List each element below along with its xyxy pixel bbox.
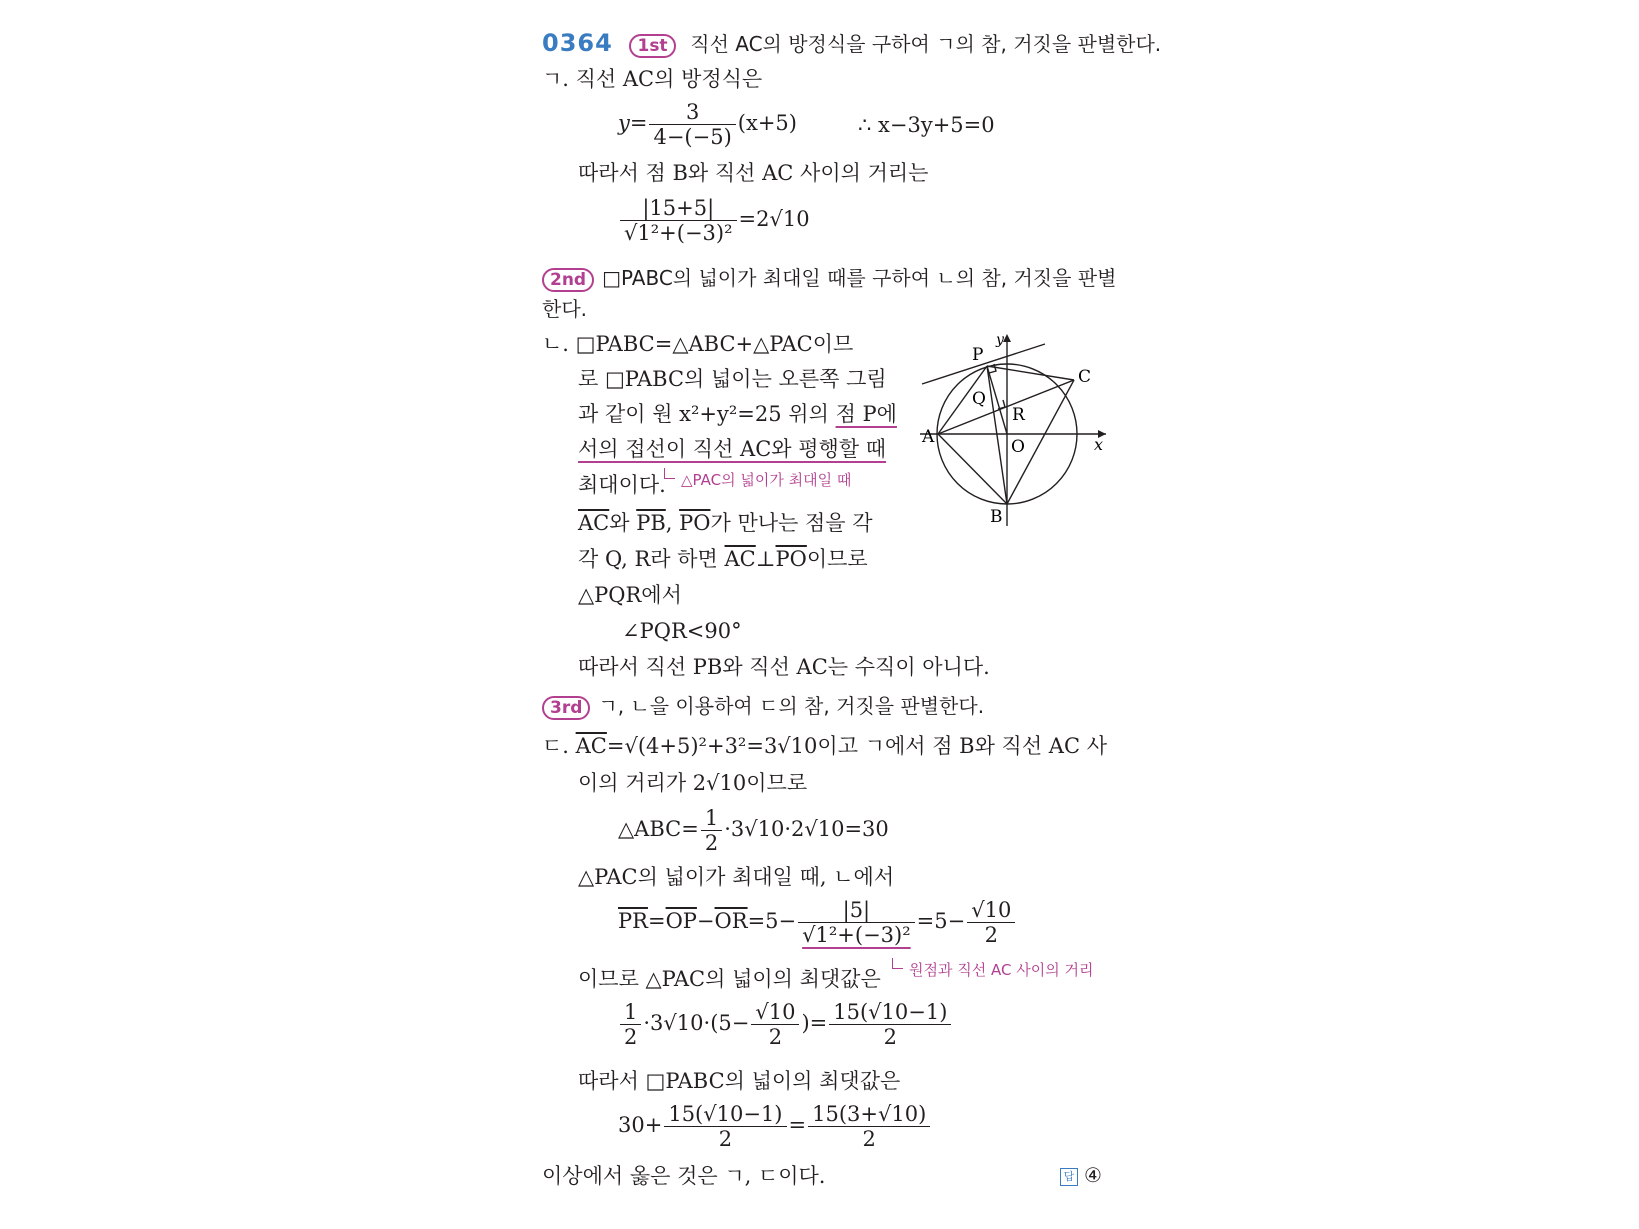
segment-op: $\overline{OP}$	[665, 909, 697, 933]
part-a-equation	[618, 100, 797, 150]
line-ab	[938, 434, 1007, 504]
part-c-line1-a: ㄷ.	[542, 734, 576, 758]
segment-or: $\overline{OR}$	[714, 909, 748, 933]
step2-title-line2: 한다.	[542, 297, 587, 321]
pr-fraction2	[967, 898, 1015, 947]
perp-symbol: ⊥	[755, 547, 776, 571]
segment-pr: $\overline{PR}$	[618, 909, 648, 933]
abc-fraction	[701, 806, 722, 855]
max-den1: 2	[624, 1025, 638, 1049]
total-num2: 15(3+√10)	[808, 1102, 930, 1127]
eq-numerator: 3	[649, 100, 735, 125]
part-c-line1	[542, 733, 1107, 759]
conclusion-text: 이상에서 옳은 것은 ㄱ, ㄷ이다.	[542, 1164, 826, 1188]
part-a-distance-text: 따라서 점 B와 직선 AC 사이의 거리는	[578, 161, 929, 185]
part-b-line10: 따라서 직선 PB와 직선 AC는 수직이 아니다.	[578, 655, 990, 679]
abc-den: 2	[704, 831, 719, 855]
problem-header	[542, 30, 1161, 58]
part-a-distance	[618, 196, 810, 250]
step2-title-line1: □PABC의 넓이가 최대일 때를 구하여 ㄴ의 참, 거짓을 판별	[602, 266, 1117, 290]
answer-icon: 답	[1060, 1168, 1078, 1186]
part-b-line6	[578, 510, 873, 536]
part-c-line2: 이의 거리가 2√10이므로	[578, 771, 808, 795]
total-lhs: 30+	[618, 1113, 663, 1137]
pr-equation	[618, 898, 1017, 954]
pr-num2: √10	[967, 898, 1015, 923]
tangent-line	[922, 344, 1045, 384]
label-p: P	[972, 345, 984, 365]
line-pb	[987, 366, 1007, 504]
segment-ac-3: $\overline{AC}$	[575, 734, 607, 758]
part-b-line1: ㄴ. □PABC=△ABC+△PAC이므	[542, 332, 854, 356]
max-den3: 2	[883, 1025, 898, 1049]
pr-fraction1	[798, 898, 915, 947]
pr-rest: =5−	[747, 909, 797, 933]
part-b-line3-b: 점 P에	[835, 402, 897, 426]
eq-denominator: 4−(−5)	[653, 125, 732, 149]
total-den2: 2	[862, 1127, 876, 1151]
segment-ac: $\overline{AC}$	[578, 511, 610, 535]
note-pac-max: △PAC의 넓이가 최대일 때	[664, 468, 851, 490]
answer-value: ④	[1084, 1163, 1102, 1187]
total-fraction2	[808, 1102, 930, 1151]
abc-num: 1	[701, 806, 722, 831]
part-b-line7	[578, 546, 868, 572]
step3-title: ㄱ, ㄴ을 이용하여 ㄷ의 참, 거짓을 판별한다.	[598, 694, 985, 718]
max-text: 이므로 △PAC의 넓이의 최댓값은	[578, 967, 881, 991]
dist-numerator: |15+5|	[620, 196, 737, 221]
part-b-line3	[578, 401, 897, 427]
line-ac	[938, 380, 1074, 434]
note-origin-distance: 원점과 직선 AC 사이의 거리	[892, 958, 1093, 980]
problem-number: 0364	[542, 29, 613, 57]
answer	[1060, 1163, 1102, 1187]
part-b-line7-b: 이므로	[806, 547, 868, 571]
total-equation	[618, 1102, 932, 1156]
max-close: )=	[801, 1011, 828, 1035]
eq-rest: (x+5)	[737, 111, 797, 135]
part-b-line2: 로 □PABC의 넓이는 오른쪽 그림	[578, 367, 887, 391]
label-x: x	[1094, 435, 1104, 454]
max-num1: 1	[620, 1000, 641, 1025]
abc-lhs: △ABC=	[618, 817, 699, 841]
pr-eq: =	[647, 909, 666, 933]
step3-badge: 3rd	[542, 696, 590, 720]
label-b: B	[990, 507, 1003, 527]
eq-therefore: ∴ x−3y+5=0	[858, 113, 995, 137]
max-num2: √10	[751, 1000, 799, 1025]
pr-num: |5|	[798, 898, 915, 923]
total-den1: 2	[718, 1127, 733, 1151]
pac-text: △PAC의 넓이가 최대일 때, ㄴ에서	[578, 865, 895, 889]
label-y: y	[996, 332, 1004, 348]
part-b-line6-c: 가 만나는 점을 각	[710, 511, 873, 535]
step1-badge: 1st	[629, 34, 675, 58]
part-b-line4-text: 서의 접선이 직선 AC와 평행할 때	[578, 437, 887, 461]
total-num1: 15(√10−1)	[664, 1102, 786, 1127]
part-b-line4	[578, 436, 886, 462]
step3-header	[542, 693, 984, 720]
label-o: O	[1011, 437, 1025, 457]
total-fraction1	[664, 1102, 786, 1151]
max-fraction1	[620, 1000, 641, 1049]
part-c-line1-b: =√(4+5)²+3²=3√10이고 ㄱ에서 점 B와 직선 AC 사	[606, 734, 1107, 758]
part-b-line6-a: 와	[609, 511, 637, 535]
max-num3: 15(√10−1)	[829, 1000, 951, 1025]
part-b-line5: 최대이다.	[578, 473, 666, 497]
abc-equation	[618, 806, 889, 860]
step1-title: 직선 AC의 방정식을 구하여 ㄱ의 참, 거짓을 판별한다.	[690, 32, 1162, 56]
part-b-line6-b: ,	[665, 511, 680, 535]
step2-header	[542, 265, 1116, 292]
label-c: C	[1078, 367, 1092, 387]
pr-den2: 2	[984, 923, 998, 947]
segment-po-2: $\overline{PO}$	[775, 547, 807, 571]
y-axis-arrow	[1003, 334, 1011, 342]
step2-badge: 2nd	[542, 268, 594, 292]
max-fraction3	[829, 1000, 951, 1049]
segment-po: $\overline{PO}$	[679, 511, 711, 535]
line-po	[987, 366, 1007, 434]
max-equation	[618, 1000, 953, 1054]
max-fraction2	[751, 1000, 799, 1049]
label-q: Q	[972, 389, 986, 409]
segment-pb: $\overline{PB}$	[636, 511, 666, 535]
part-b-line7-a: 각 Q, R라 하면	[578, 547, 725, 571]
max-mid: ·3√10·(5−	[643, 1011, 750, 1035]
part-b-line8: △PQR에서	[578, 583, 682, 607]
eq-fraction	[649, 100, 735, 149]
dist-fraction	[620, 196, 737, 245]
abc-rest: ·3√10·2√10=30	[724, 817, 889, 841]
total-eq: =	[788, 1113, 807, 1137]
segment-ac-2: $\overline{AC}$	[724, 547, 756, 571]
dist-denominator: √1²+(−3)²	[624, 221, 733, 245]
circle-figure	[910, 332, 1110, 530]
eq-lhs: y=	[618, 111, 648, 135]
dist-result: =2√10	[738, 207, 810, 231]
total-text: 따라서 □PABC의 넓이의 최댓값은	[578, 1069, 901, 1093]
part-b-line9: ∠PQR<90°	[622, 619, 742, 643]
max-den2: 2	[768, 1025, 783, 1049]
label-a: A	[922, 427, 935, 447]
pr-minus: −	[696, 909, 715, 933]
part-a-intro: ㄱ. 직선 AC의 방정식은	[542, 67, 763, 91]
pr-mid: =5−	[916, 909, 966, 933]
pr-den: √1²+(−3)²	[802, 923, 911, 947]
part-b-line3-a: 과 같이 원 x²+y²=25 위의	[578, 402, 836, 426]
label-r: R	[1012, 405, 1025, 425]
